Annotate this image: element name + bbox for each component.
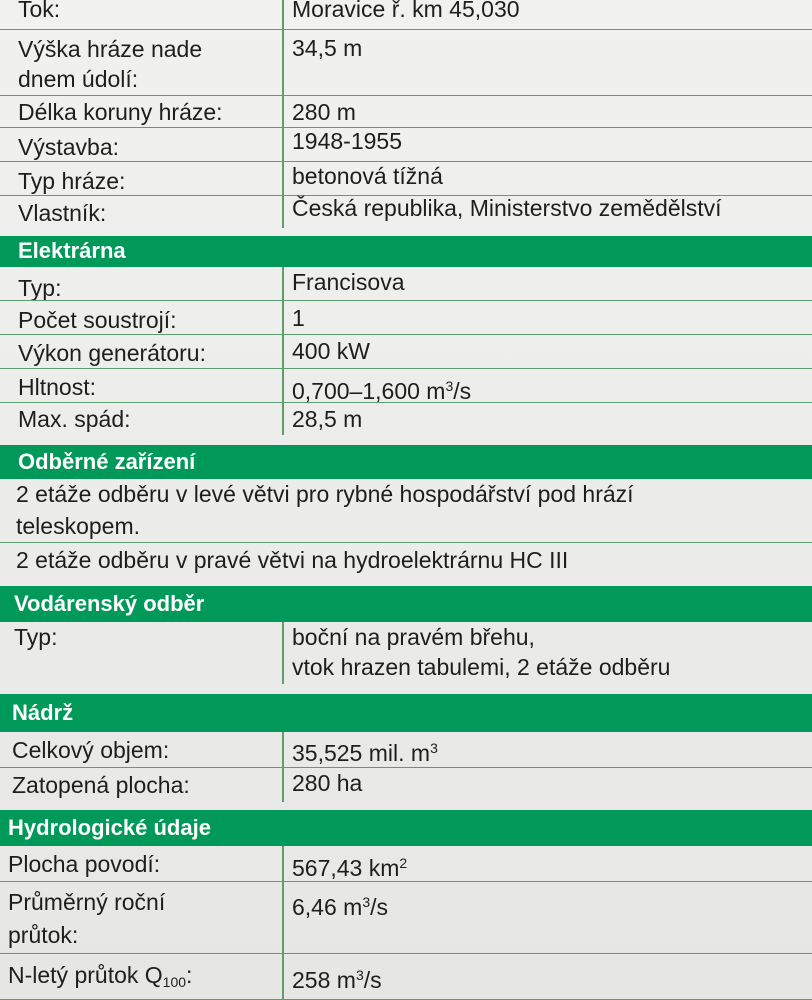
row-units (0, 301, 812, 335)
label-max-head: Max. spád: (18, 406, 131, 432)
row-total-volume (0, 732, 812, 768)
label-turbine-type: Typ: (18, 275, 62, 300)
label-units: Počet soustrojí: (18, 307, 177, 333)
row-crest-length (0, 96, 812, 128)
value-dam-height: 34,5 m (292, 35, 363, 61)
header-water-intake: Vodárenský odběr (0, 586, 812, 622)
label-water-type: Typ: (14, 624, 58, 650)
label-dam-height: Výška hráze nade dnem údolí: (18, 36, 203, 92)
row-intake-right (0, 543, 812, 577)
label-flooded-area: Zatopená plocha: (12, 772, 190, 798)
row-generator-power (0, 335, 812, 369)
label-tok: Tok: (18, 0, 61, 22)
row-water-type (0, 622, 812, 684)
value-construction: 1948-1955 (292, 128, 402, 154)
value-tok: Moravice ř. km 45,030 (292, 0, 520, 22)
value-turbine-type: Francisova (292, 269, 405, 295)
value-flooded-area: 280 ha (292, 770, 363, 796)
label-n-year-flow: N-letý průtok $Q_{100}$: (8, 962, 193, 990)
value-owner: Česká republika, Ministerstvo zemědělství (292, 195, 722, 221)
label-total-volume: Celkový objem: (12, 737, 170, 763)
value-units: 1 (292, 305, 305, 331)
label-owner: Vlastník: (18, 200, 107, 226)
value-water-type: boční na pravém břehu, vtok hrazen tabulemi, 2 etáže odběru (292, 624, 671, 680)
row-owner (0, 196, 812, 228)
header-hydrology: Hydrologické údaje (0, 810, 812, 846)
value-generator-power: 400 kW (292, 338, 370, 364)
text-intake-right: 2 etáže odběru v pravé větvi na hydroelektrárnu HC III (16, 547, 569, 573)
row-dam-height (0, 30, 812, 96)
label-generator-power: Výkon generátoru: (18, 340, 206, 366)
row-basin-area (0, 846, 812, 882)
row-construction (0, 128, 812, 162)
row-mean-flow (0, 882, 812, 954)
value-max-head: 28,5 m (292, 406, 363, 432)
value-flow-capacity: 0,700–1,600 $m^3/s$ (292, 378, 472, 402)
value-mean-flow: 6,46 $m^3/s$ (292, 894, 389, 920)
value-crest-length: 280 m (292, 99, 356, 125)
row-dam-type (0, 162, 812, 196)
value-total-volume: 35,525 mil. $m^3$ (292, 740, 438, 766)
row-tok (0, 0, 812, 30)
text-intake-left: 2 etáže odběru v levé větvi pro rybné hospodářství pod hrází teleskopem. (16, 481, 634, 539)
row-intake-left (0, 479, 812, 543)
value-basin-area: 567,43 $km^2$ (292, 855, 408, 881)
row-turbine-type (0, 267, 812, 301)
row-flow-capacity (0, 369, 812, 403)
row-max-head (0, 403, 812, 435)
label-mean-flow: Průměrný roční průtok: (8, 889, 166, 948)
label-basin-area: Plocha povodí: (8, 851, 161, 877)
header-reservoir: Nádrž (0, 694, 812, 732)
label-crest-length: Délka koruny hráze: (18, 99, 223, 125)
header-intake: Odběrné zařízení (0, 445, 812, 479)
header-power-plant: Elektrárna (0, 236, 812, 267)
row-flooded-area (0, 768, 812, 802)
value-dam-type: betonová tížná (292, 163, 443, 189)
row-n-year-flow (0, 954, 812, 1000)
label-flow-capacity: Hltnost: (18, 374, 96, 400)
label-dam-type: Typ hráze: (18, 168, 126, 194)
label-construction: Výstavba: (18, 134, 119, 160)
value-n-year-flow: 258 $m^3/s$ (292, 967, 382, 993)
